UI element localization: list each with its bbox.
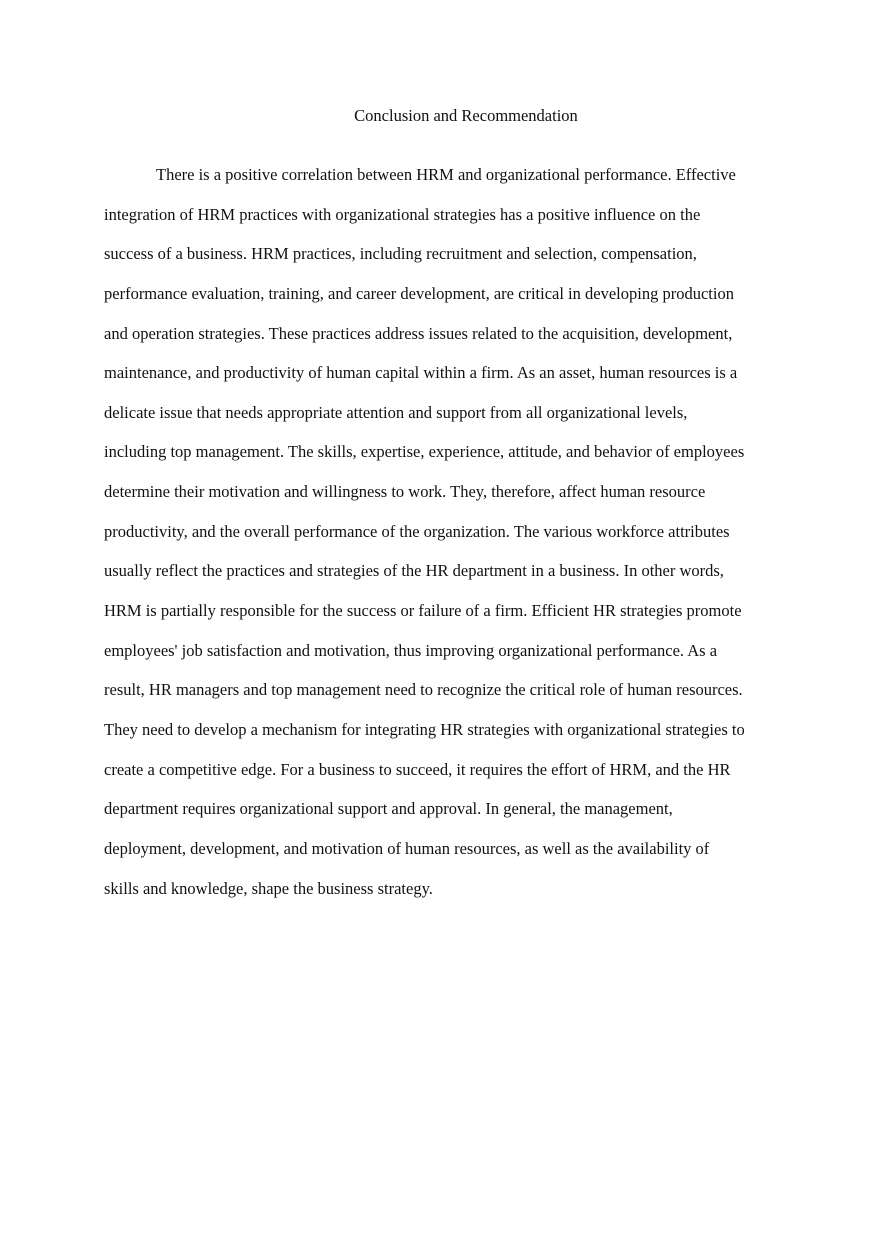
paragraph-line: department requires organizational support and approval. In general, the management, <box>104 799 673 819</box>
paragraph-line: success of a business. HRM practices, including recruitment and selection, compensation, <box>104 244 697 264</box>
paragraph-line: There is a positive correlation between HRM and organizational performance. Effective <box>156 165 736 184</box>
paragraph-line: deployment, development, and motivation of human resources, as well as the availability of <box>104 838 710 858</box>
body-paragraph <box>104 155 794 908</box>
paragraph-line: create a competitive edge. For a business to succeed, it requires the effort of HRM, and the HR <box>104 759 731 779</box>
paragraph-line: result, HR managers and top management need to recognize the critical role of human resources. <box>104 680 743 700</box>
page-title: Conclusion and Recommendation <box>354 106 578 125</box>
paragraph-line: performance evaluation, training, and career development, are critical in developing production <box>104 283 734 303</box>
paragraph-line: usually reflect the practices and strategies of the HR department in a business. In other words, <box>104 561 724 581</box>
paragraph-line: maintenance, and productivity of human capital within a firm. As an asset, human resources is a <box>104 363 738 383</box>
paragraph-line: productivity, and the overall performance of the organization. The various workforce attributes <box>104 521 730 541</box>
paragraph-line: They need to develop a mechanism for integrating HR strategies with organizational strategies to <box>104 719 745 739</box>
paragraph-line: HRM is partially responsible for the success or failure of a firm. Efficient HR strategies promote <box>104 601 742 621</box>
paragraph-line: employees' job satisfaction and motivation, thus improving organizational performance. As a <box>104 640 718 660</box>
paragraph-line: skills and knowledge, shape the business strategy. <box>104 878 433 898</box>
paragraph-line: delicate issue that needs appropriate attention and support from all organizational levels, <box>104 402 688 422</box>
paragraph-line: determine their motivation and willingness to work. They, therefore, affect human resource <box>104 482 706 502</box>
paragraph-line: integration of HRM practices with organizational strategies has a positive influence on the <box>104 204 701 224</box>
paragraph-line: and operation strategies. These practices address issues related to the acquisition, development, <box>104 323 733 343</box>
paragraph-line: including top management. The skills, expertise, experience, attitude, and behavior of employees <box>104 442 745 462</box>
